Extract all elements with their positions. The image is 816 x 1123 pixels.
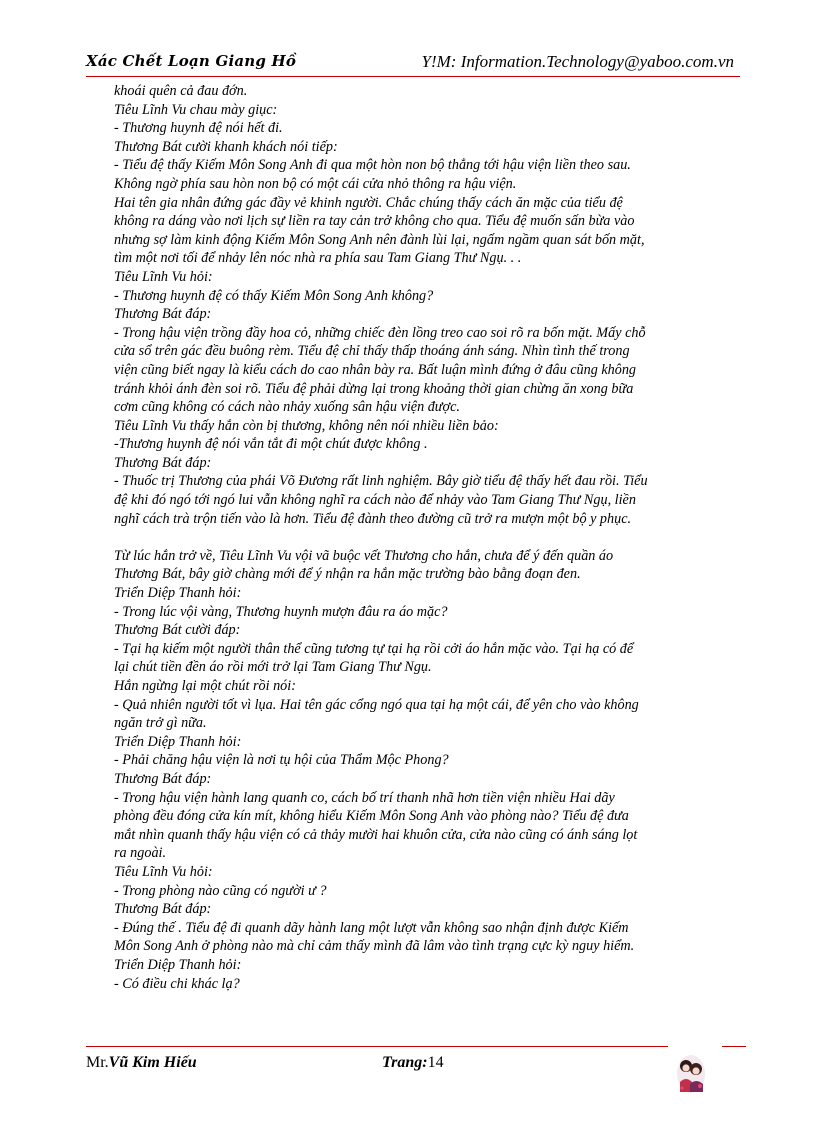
text-line: Từ lúc hắn trở về, Tiêu Lĩnh Vu vội vã buộc vết Thương cho hắn, chưa để ý đến quần áo <box>114 547 614 564</box>
text-line: - Thương huynh đệ nói hết đi. <box>114 120 283 137</box>
text-line: khoái quên cả đau đớn. <box>114 83 248 99</box>
text-line: - Trong phòng nào cũng có người ư ? <box>114 882 327 899</box>
text-line: không ra dáng vào nơi lịch sự liền ra tay cản trở không cho qua. Tiểu đệ muốn sấn bừa vào <box>114 213 635 230</box>
text-line: - Tại hạ kiếm một người thân thể cũng tương tự tại hạ rồi cởi áo hắn mặc vào. Tại hạ có để <box>114 640 634 657</box>
text-line: ra ngoài. <box>114 845 167 862</box>
page-footer <box>86 1040 746 1100</box>
text-line: Triển Diệp Thanh hỏi: <box>114 733 242 750</box>
text-line: Tiêu Lĩnh Vu thấy hắn còn bị thương, không nên nói nhiều liền bảo: <box>114 417 499 434</box>
text-line: Triển Diệp Thanh hỏi: <box>114 585 242 602</box>
text-line: Triển Diệp Thanh hỏi: <box>114 956 242 973</box>
text-line: - Trong hậu viện trồng đầy hoa cỏ, những chiếc đèn lồng treo cao soi rõ ra bốn mặt. Mấy chỗ <box>114 324 646 341</box>
couple-avatar-icon <box>676 1052 706 1094</box>
footer-divider <box>86 1046 668 1047</box>
text-line: lại chút tiền đền áo rồi mới trở lại Tam Giang Thư Ngụ. <box>114 659 432 676</box>
text-line: Thương Bát, bây giờ chàng mới để ý nhận ra hắn mặc trường bào bằng đoạn đen. <box>114 566 581 583</box>
header-divider <box>86 76 740 77</box>
page-number-value: 14 <box>427 1054 444 1071</box>
text-line: Thương Bát đáp: <box>114 901 212 918</box>
text-line: Thương Bát cười khanh khách nói tiếp: <box>114 138 338 155</box>
text-line: cơm cũng không có cách nào nhảy xuống sân hậu viện được. <box>114 399 460 416</box>
page-label: Trang: <box>382 1054 428 1071</box>
text-line: tránh khỏi ánh đèn soi rõ. Tiểu đệ phải dừng lại trong khoảng thời gian chừng ăn xong bữa <box>114 380 634 397</box>
text-line: Thương Bát cười đáp: <box>114 622 241 639</box>
text-line: Thương Bát đáp: <box>114 306 212 323</box>
book-title: Xác Chết Loạn Giang Hồ <box>86 52 297 70</box>
text-line: viện cũng biết ngay là kiểu cách do cao nhân bày ra. Bất luận mình đứng ở đâu cũng không <box>114 361 637 378</box>
text-line: - Trong lúc vội vàng, Thương huynh mượn đâu ra áo mặc? <box>114 603 448 620</box>
text-line: - Có điều chi khác lạ? <box>114 975 240 992</box>
page-number <box>382 1054 444 1072</box>
text-line: - Trong hậu viện hành lang quanh co, cách bố trí thanh nhã hơn tiền viện nhiều Hai dãy <box>114 789 615 806</box>
text-line: Không ngờ phía sau hòn non bộ có một cái cửa nhỏ thông ra hậu viện. <box>114 175 517 192</box>
text-line: - Tiểu đệ thấy Kiếm Môn Song Anh đi qua một hòn non bộ thẳng tới hậu viện liền theo sau. <box>114 157 631 174</box>
page-header <box>86 52 740 78</box>
text-line: Hắn ngừng lại một chút rồi nói: <box>114 678 296 694</box>
text-line: - Đúng thế . Tiểu đệ đi quanh dãy hành lang một lượt vẫn không sao nhận định được Kiếm <box>114 919 629 936</box>
text-line: phòng đều đóng cửa kín mít, không hiểu Kiếm Môn Song Anh vào phòng nào? Tiểu đệ đưa <box>114 808 629 825</box>
story-text <box>114 82 720 993</box>
text-line: Tiêu Lĩnh Vu chau mày giục: <box>114 101 278 118</box>
text-line: Tiêu Lĩnh Vu hỏi: <box>114 863 213 880</box>
text-line: nhưng sợ làm kinh động Kiếm Môn Song Anh nên đành lùi lại, ngấm ngầm quan sát bốn mặt, <box>114 231 645 248</box>
text-line: - Quả nhiên người tốt vì lụa. Hai tên gác cổng ngó qua tại hạ một cái, để yên cho vào không <box>114 696 639 713</box>
text-line: nghĩ cách trà trộn tiến vào là hơn. Tiểu đệ đành theo đường cũ trở ra mượn một bộ y phục. <box>114 510 632 527</box>
text-line: tìm một nơi tối để nhảy lên nóc nhà ra phía sau Tam Giang Thư Ngụ. . . <box>114 250 522 267</box>
author-prefix: Mr. <box>86 1054 109 1071</box>
text-line: ngăn trở gì nữa. <box>114 715 207 732</box>
author-name: Vũ Kim Hiếu <box>108 1054 197 1071</box>
contact-email: Y!M: Information.Technology@yaboo.com.vn <box>421 52 734 71</box>
text-line: - Thương huynh đệ có thấy Kiếm Môn Song Anh không? <box>114 287 434 304</box>
text-line: đệ khi đó ngó tới ngó lui vẫn không nghĩ ra cách nào để nhảy vào Tam Giang Thư Ngụ, liền <box>114 492 636 509</box>
text-line: cửa sổ trên gác đều buông rèm. Tiểu đệ chỉ thấy thấp thoáng ánh sáng. Nhìn tình thế trong <box>114 343 630 360</box>
text-line: - Thuốc trị Thương của phái Võ Đương rất linh nghiệm. Bây giờ tiểu đệ thấy hết đau rồi. Tiểu <box>114 473 648 490</box>
text-line: -Thương huynh đệ nói vắn tắt đi một chút được không . <box>114 436 428 453</box>
text-line: Hai tên gia nhân đứng gác đầy vẻ khinh người. Chắc chúng thấy cách ăn mặc của tiểu đệ <box>114 194 623 211</box>
text-line: Môn Song Anh ở phòng nào mà chỉ cảm thấy mình đã lâm vào tình trạng cực kỳ nguy hiểm. <box>114 938 635 955</box>
text-line: - Phải chăng hậu viện là nơi tụ hội của Thẩm Mộc Phong? <box>114 752 449 769</box>
text-line: mắt nhìn quanh thấy hậu viện có cả thảy mười hai khuôn cửa, cửa nào cũng có ánh sáng lọt <box>114 826 638 843</box>
author-credit <box>86 1054 197 1072</box>
blank-line <box>114 528 720 547</box>
text-line: Tiêu Lĩnh Vu hỏi: <box>114 268 213 285</box>
text-line: Thương Bát đáp: <box>114 770 212 787</box>
footer-divider-short <box>722 1046 746 1047</box>
text-line: Thương Bát đáp: <box>114 454 212 471</box>
